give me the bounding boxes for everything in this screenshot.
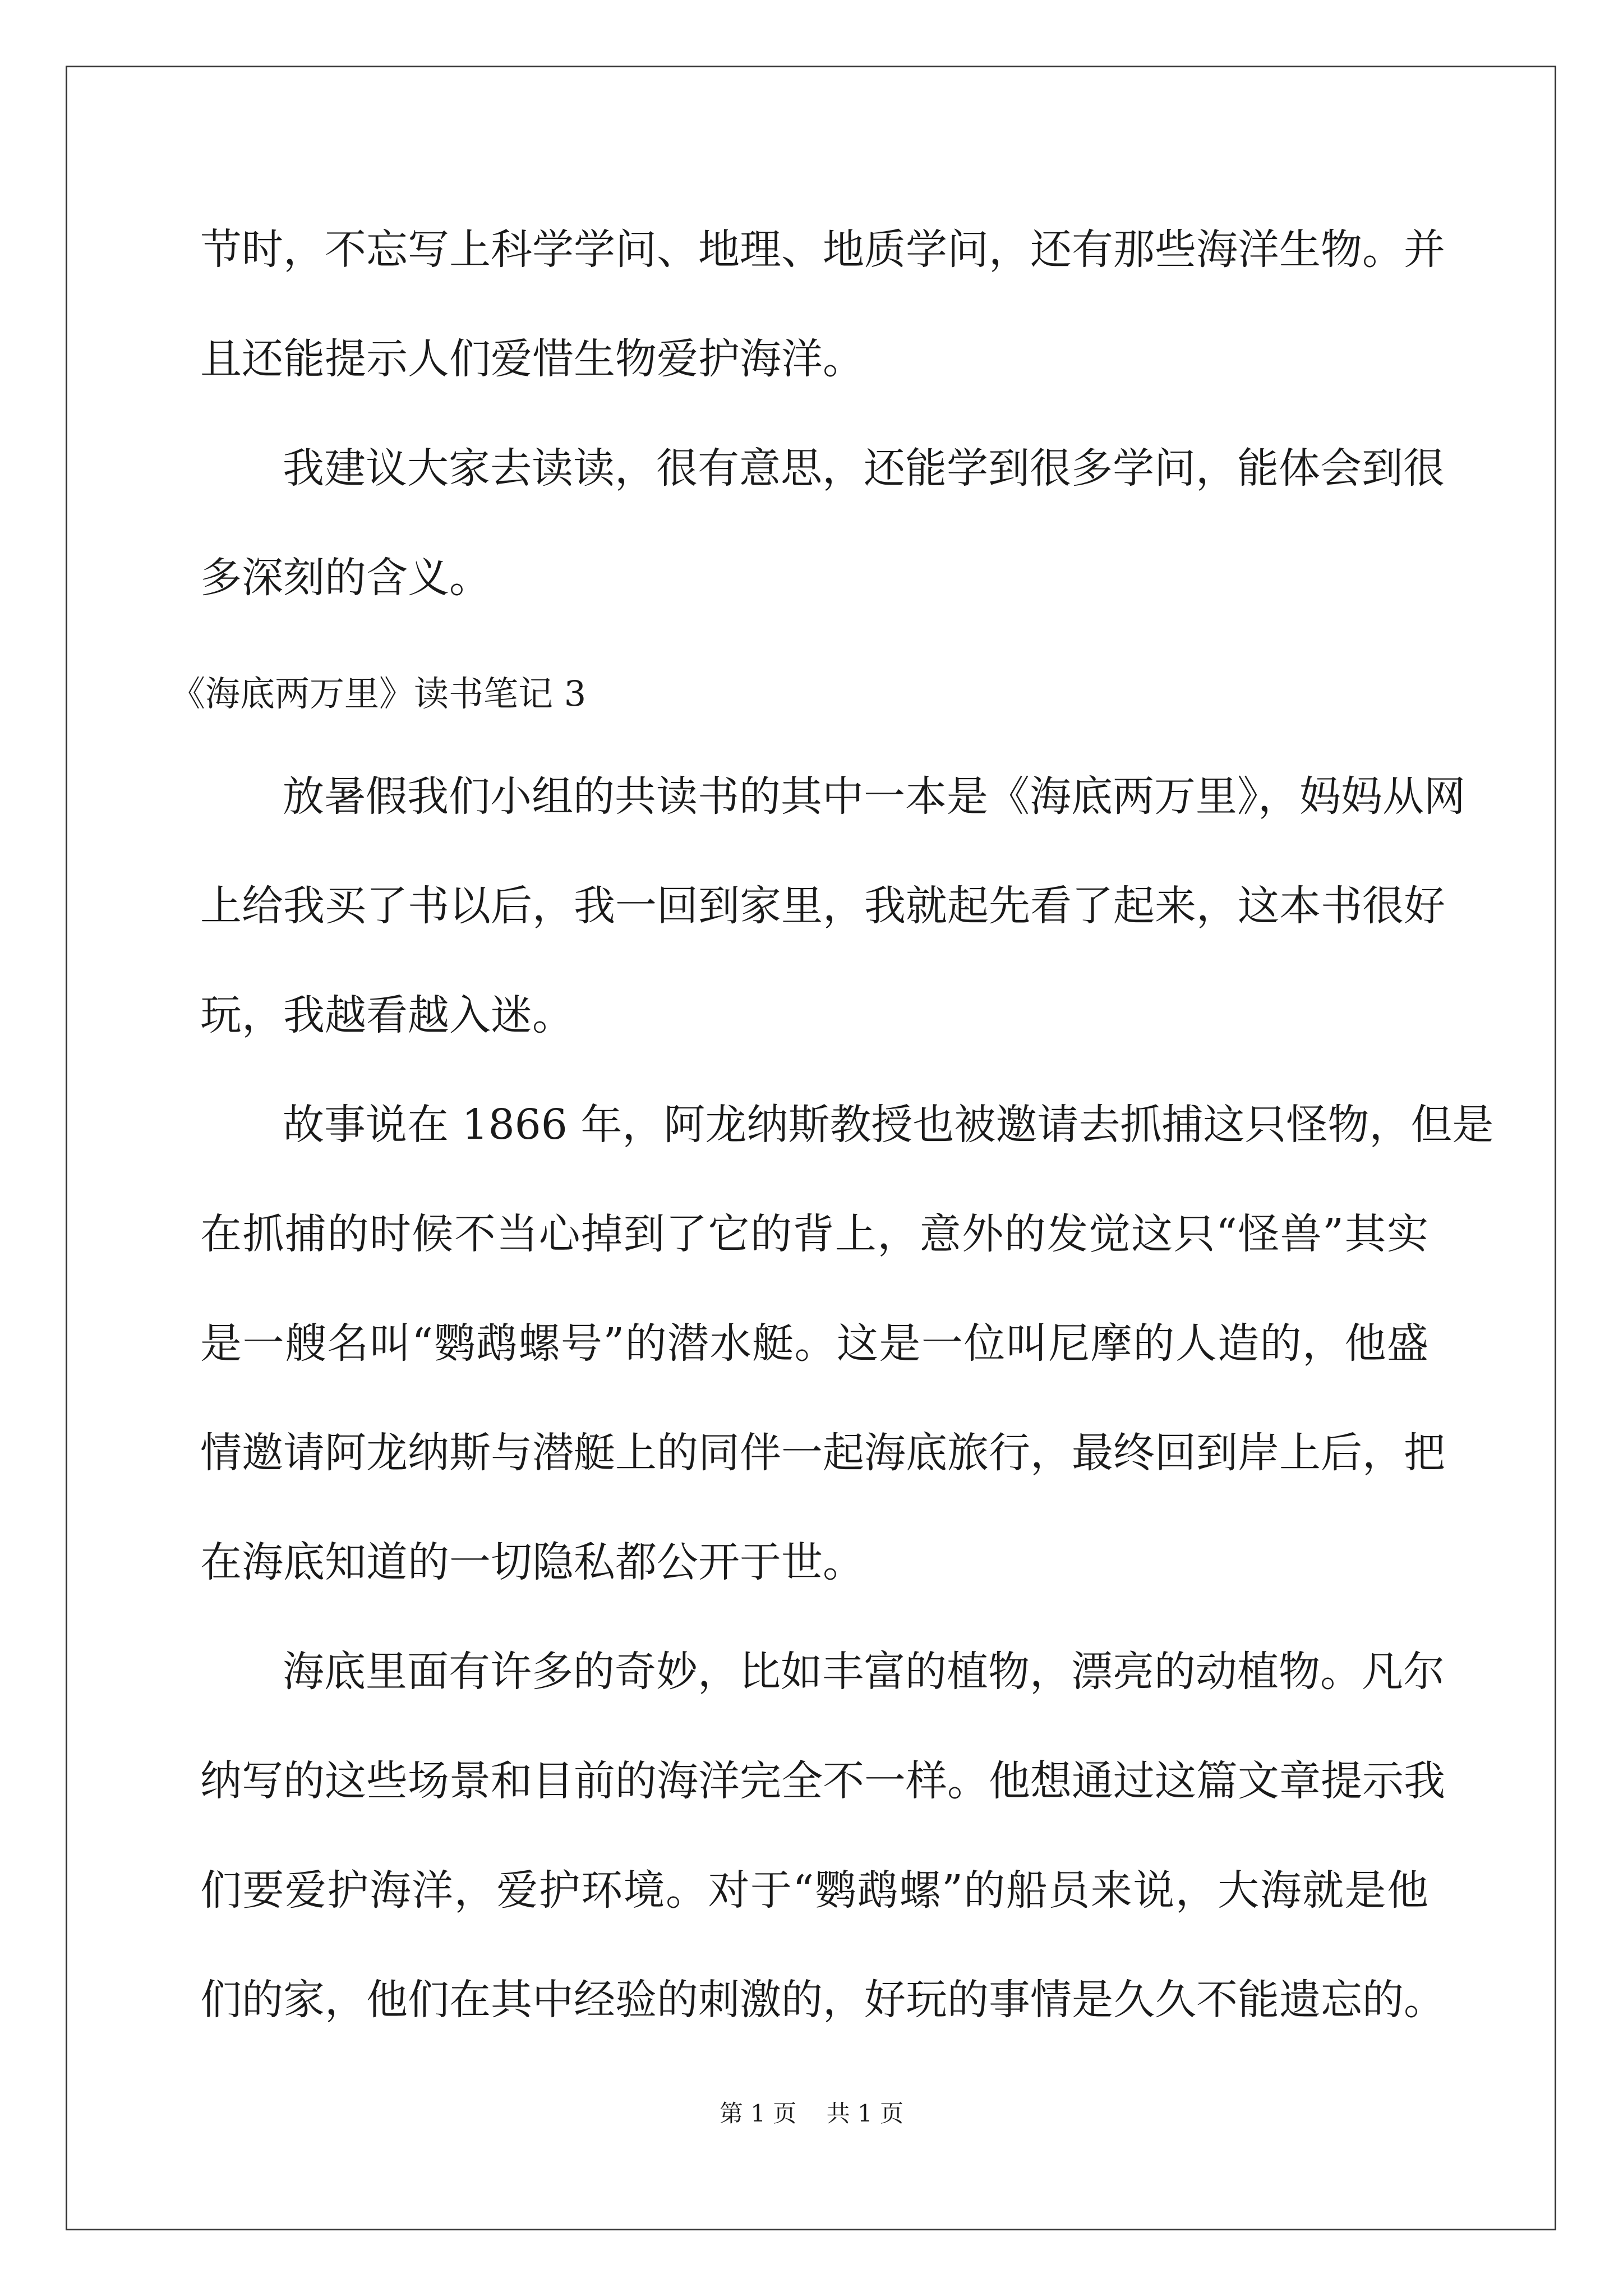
page-footer [0,2097,1623,2131]
paragraph-5-line-1: 海底里面有许多的奇妙，比如丰富的植物，漂亮的动植物。凡尔 [283,1648,1445,1696]
paragraph-2-line-1: 我建议大家去读读，很有意思，还能学到很多学问，能体会到很 [283,444,1445,493]
paragraph-4-line-5: 在海底知道的一切隐私都公开于世。 [200,1538,864,1586]
page-number: 第 1 页 [719,2100,797,2127]
paragraph-4-line-1: 故事说在 1866 年，阿龙纳斯教授也被邀请去抓捕这只怪物，但是 [283,1101,1494,1149]
paragraph-1-line-2: 且还能提示人们爱惜生物爱护海洋。 [200,335,864,383]
paragraph-3-line-2: 上给我买了书以后，我一回到家里，我就起先看了起来，这本书很好 [200,882,1445,930]
paragraph-4-line-3: 是一艘名叫“鹦鹉螺号”的潜水艇。这是一位叫尼摩的人造的，他盛 [200,1319,1428,1368]
paragraph-2-line-2: 多深刻的含义。 [200,554,491,602]
paragraph-3-line-3: 玩，我越看越入迷。 [200,991,574,1039]
paragraph-5-line-3: 们要爱护海洋，爱护环境。对于“鹦鹉螺”的船员来说，大海就是他 [200,1866,1428,1915]
paragraph-4-line-2: 在抓捕的时候不当心掉到了它的背上，意外的发觉这只“怪兽”其实 [200,1210,1428,1258]
paragraph-5-line-4: 们的家，他们在其中经验的刺激的，好玩的事情是久久不能遗忘的。 [200,1976,1445,2024]
paragraph-3-line-1: 放暑假我们小组的共读书的其中一本是《海底两万里》，妈妈从网 [283,772,1465,821]
paragraph-1-line-1: 节时，不忘写上科学学问、地理、地质学问，还有那些海洋生物。并 [200,226,1445,274]
section-heading: 《海底两万里》读书笔记 3 [170,673,587,714]
paragraph-4-line-4: 情邀请阿龙纳斯与潜艇上的同伴一起海底旅行，最终回到岸上后，把 [200,1429,1445,1477]
page-total: 共 1 页 [826,2100,904,2127]
paragraph-5-line-2: 纳写的这些场景和目前的海洋完全不一样。他想通过这篇文章提示我 [200,1757,1445,1805]
